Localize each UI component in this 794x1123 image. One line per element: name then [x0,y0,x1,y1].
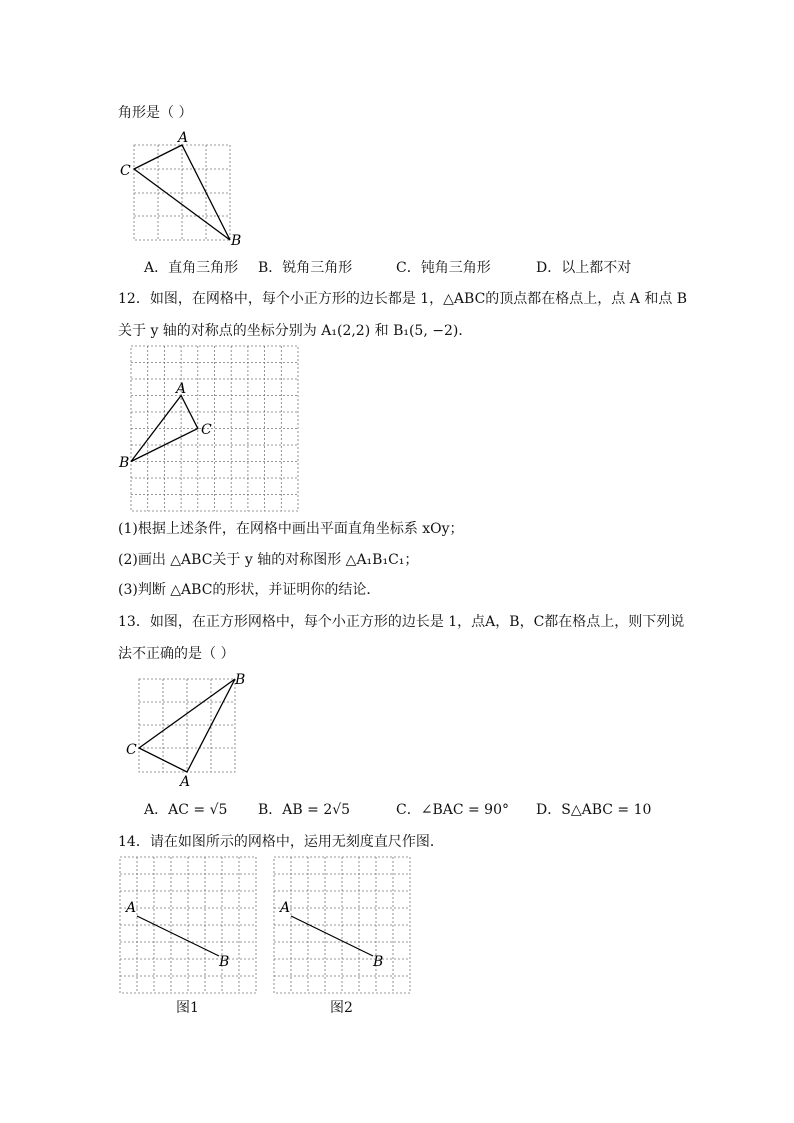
q14-caption-fig2: 图2 [330,1000,353,1016]
q12-sub3: (3)判断 △ABC的形状，并证明你的结论． [118,582,381,598]
q12-grid-figure [118,343,308,515]
q11-option-c: C．钝角三角形 [396,260,491,276]
q12-label-b: B [119,455,130,471]
q13-option-a: A．AC = √5 [144,802,228,818]
q14-stem: 14．请在如图所示的网格中，运用无刻度直尺作图． [118,834,444,850]
q11-grid-figure [118,128,248,248]
q14-caption-fig1: 图1 [176,1000,199,1016]
q14-fig1-segment-ab [137,916,219,956]
q14-fig2-label-a: A [280,900,291,916]
q13-stem-line2: 法不正确的是（ ） [118,646,235,662]
q13-label-c: C [126,742,137,758]
q11-label-c: C [120,163,131,179]
q14-figure-2 [270,855,415,997]
q14-fig2-label-b: B [373,954,384,970]
q13-label-b: B [235,672,246,688]
q11-option-a: A．直角三角形 [144,260,239,276]
q11-stem-tail: 角形是（ ） [118,105,193,121]
q12-sub2: (2)画出 △ABC关于 y 轴的对称图形 △A₁B₁C₁； [118,552,419,568]
q12-label-c: C [201,422,212,438]
q13-stem-line1: 13．如图，在正方形网格中，每个小正方形的边长是 1，点A，B，C都在格点上，则下列说 [118,614,685,630]
q11-label-a: A [178,130,189,146]
q12-stem-line2: 关于 y 轴的对称点的坐标分别为 A₁(2,2) 和 B₁(5, −2)． [118,323,473,339]
q14-fig1-label-a: A [126,900,137,916]
q12-sub1: (1)根据上述条件，在网格中画出平面直角坐标系 xOy； [118,521,464,537]
q11-label-b: B [231,233,242,249]
q13-label-a: A [180,774,191,790]
q13-option-b: B．AB = 2√5 [258,802,351,818]
q12-label-a: A [176,381,187,397]
q14-fig1-label-b: B [219,954,230,970]
q11-option-d: D．以上都不对 [536,260,632,276]
q13-grid-figure [118,670,258,788]
q13-option-d: D．S△ABC = 10 [536,802,652,818]
q14-figure-1 [116,855,261,997]
q12-stem-line1: 12．如图，在网格中，每个小正方形的边长都是 1，△ABC的顶点都在格点上，点 A 和点 B [118,291,688,307]
q13-option-c: C．∠BAC = 90° [396,802,509,818]
q14-fig2-segment-ab [291,916,373,956]
q11-option-b: B．锐角三角形 [258,260,353,276]
